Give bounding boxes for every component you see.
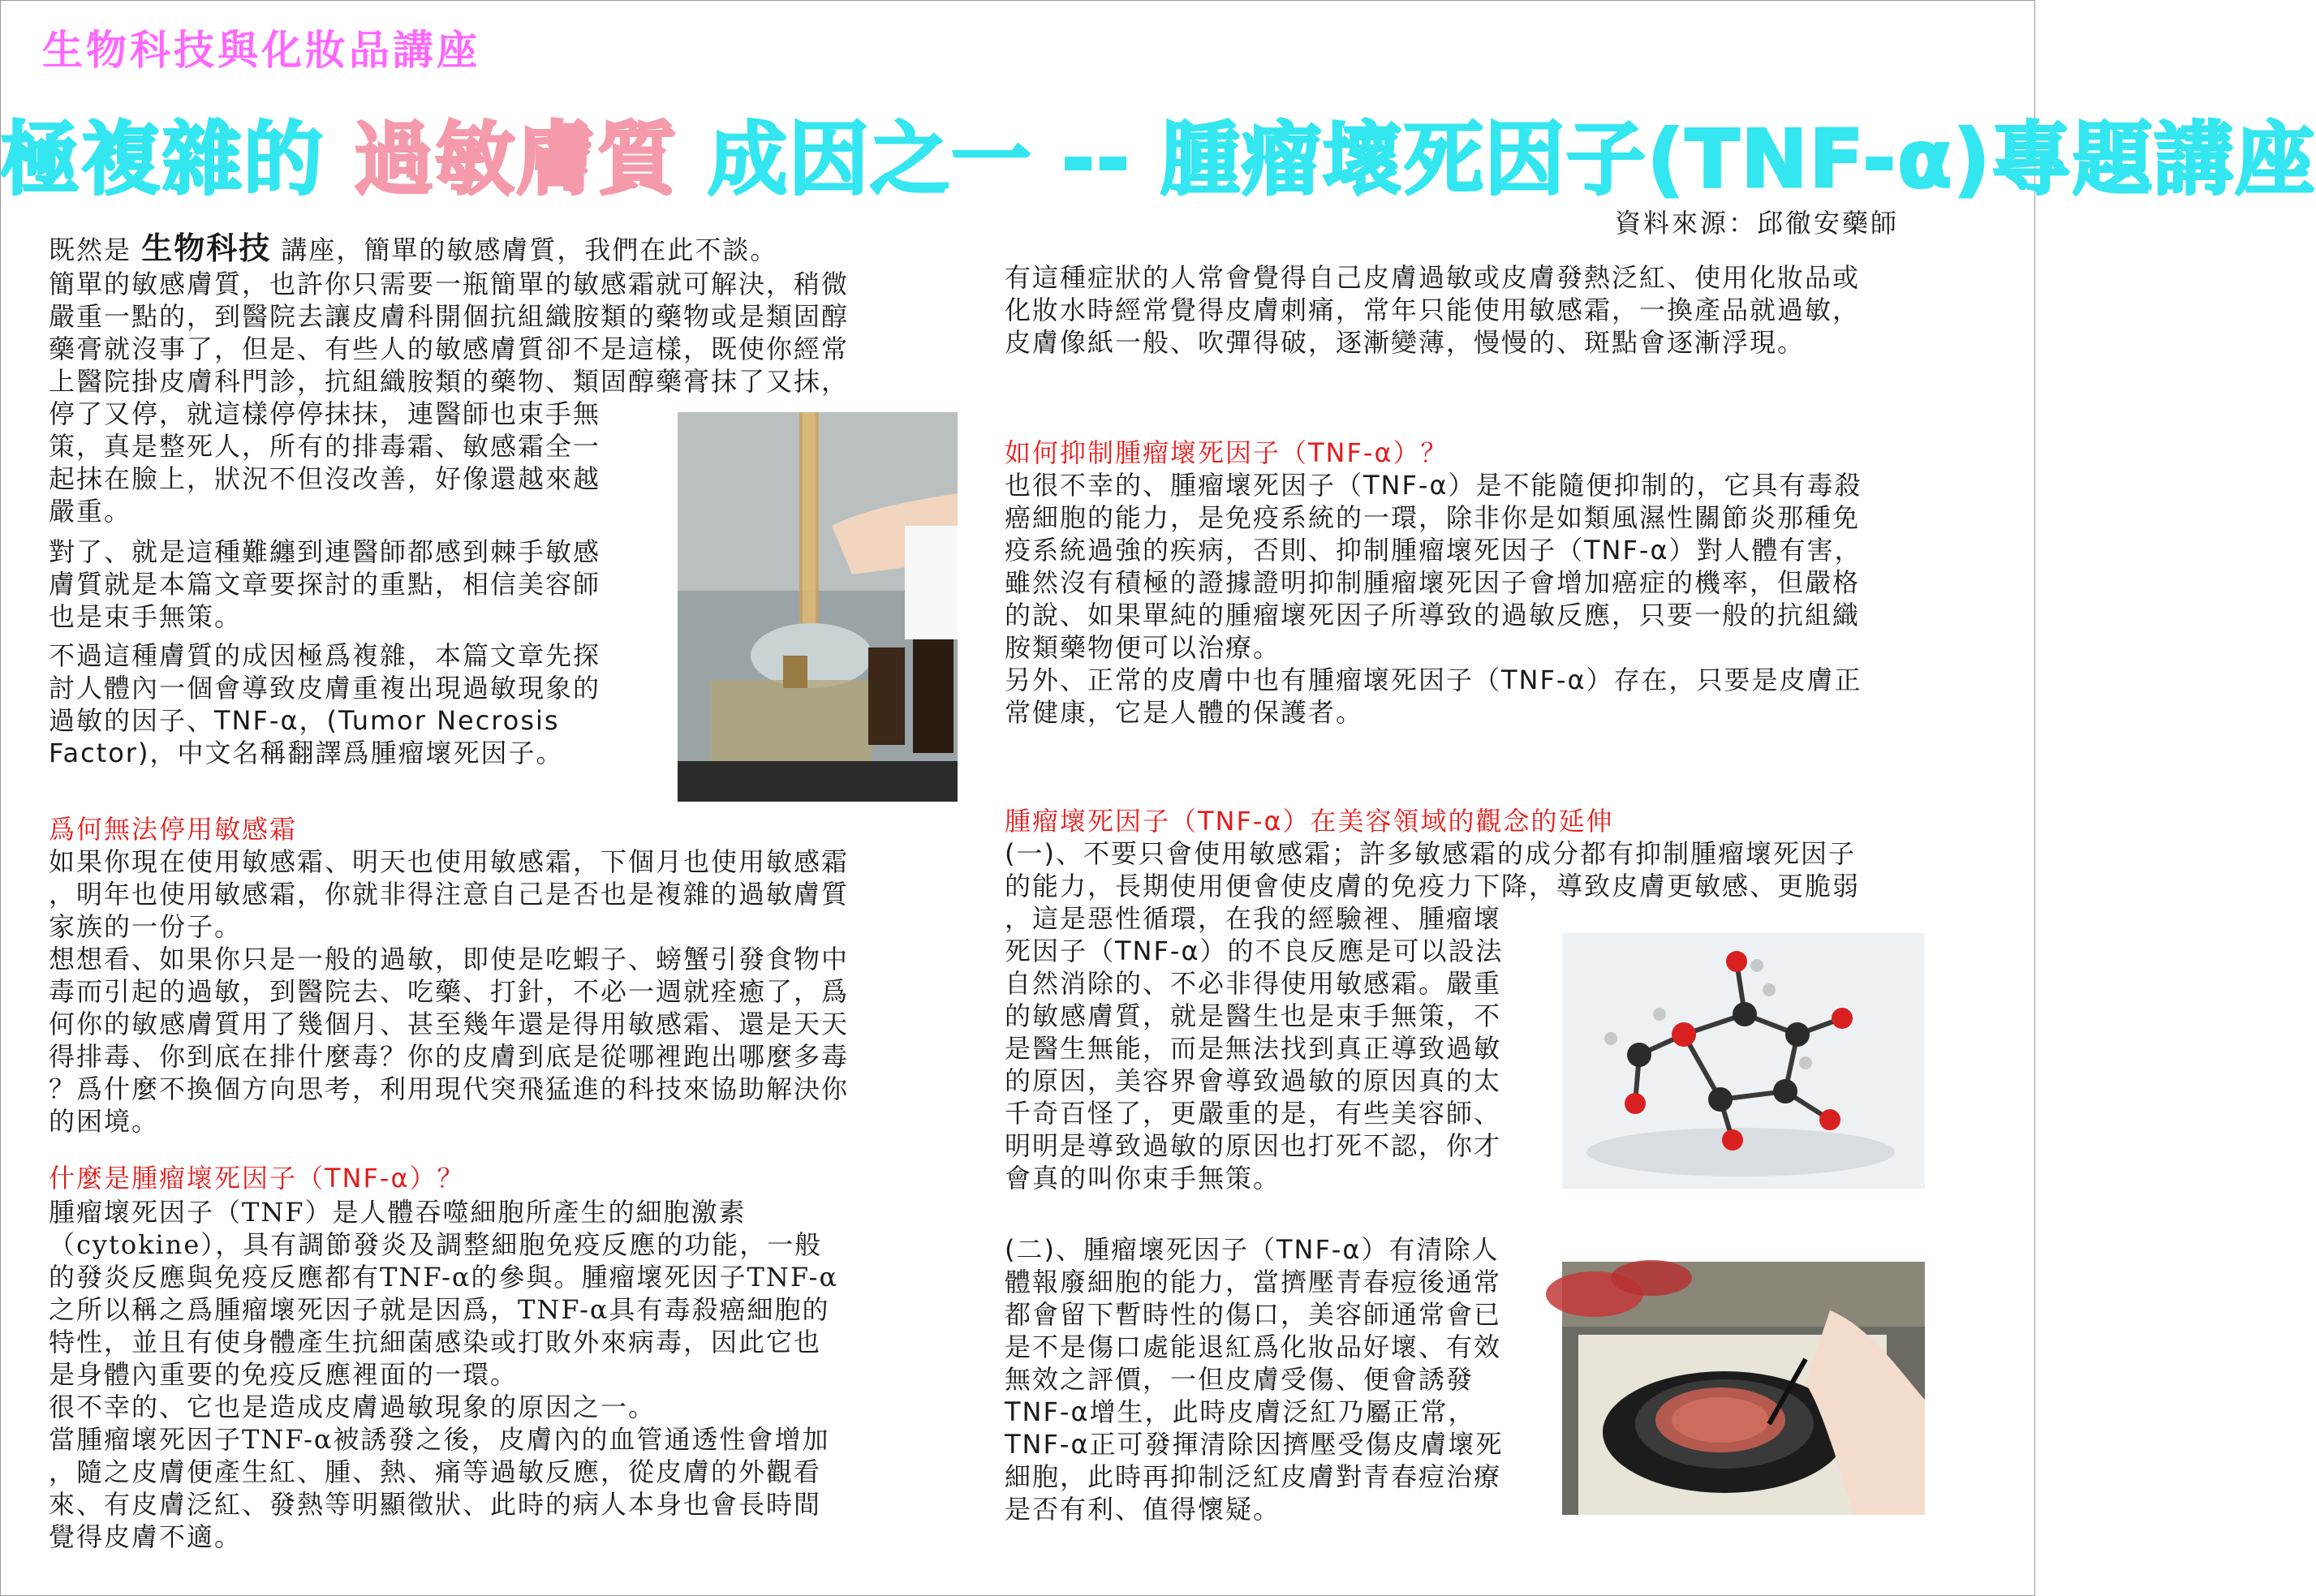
left-paragraph-8: 當腫瘤壞死因子TNF-α被誘發之後，皮膚內的血管通透性會增加 ，隨之皮膚便產生紅、腫、熱、痛等過敏反應，從皮膚的外觀看 來、有皮膚泛紅、發熱等明顯徵狀、此時的病人本身也會長時間 覺得皮膚不適。 (49, 1424, 830, 1552)
heading-cosmetic-extension: 腫瘤壞死因子（TNF-α）在美容領域的觀念的延伸 (1005, 806, 1614, 837)
heading-how-to-inhibit: 如何抑制腫瘤壞死因子（TNF-α）？ (1005, 437, 1449, 468)
right-paragraph-4b: ，這是惡性循環，在我的經驗裡、腫瘤壞 死因子（TNF-α）的不良反應是可以設法 自然消除的、不必非得使用敏感霜。嚴重 的敏感膚質，就是醫生也是束手無策，不 是醫生無能，而是無法找到真正導致過敏 的原因，美容界會導致過敏的原因真的太 千奇百怪了，更嚴重的是，有些美容師、 明明是導致過敏的原因也打死不認，你才 會真的叫你束手無策。 (1005, 903, 1504, 1194)
heading-why-cannot-stop: 爲何無法停用敏感霜 (49, 814, 298, 845)
left-paragraph-5: 想想看、如果你只是一般的過敏，即使是吃蝦子、螃蟹引發食物中 毒而引起的過敏，到醫院去、吃藥、打針，不必一週就痊癒了，爲 何你的敏感膚質用了幾個月、甚至幾年還是得用敏感霜、還是天天 得排毒、你到底在排什麼毒？你的皮膚到底是從哪裡跑出哪麼多毒 ？爲什麼不換個方向思考，利用現代突飛猛進的科技來協助解決你 的困境。 (49, 944, 850, 1137)
right-paragraph-2: 也很不幸的、腫瘤壞死因子（TNF-α）是不能隨便抑制的，它具有毒殺 癌細胞的能力，是免疫系統的一環，除非你是如類風濕性關節炎那種免 疫系統過強的疾病，否則、抑制腫瘤壞死因子（TNF-α）對人體有害， 雖然沒有積極的證據證明抑制腫瘤壞死因子會增加癌症的機率，但嚴格 的說、如果單純的腫瘤壞死因子所導致的過敏反應，只要一般的抗組織 胺類藥物便可以治療。 (1005, 470, 1862, 663)
intro-emphasis: 生物科技 (141, 230, 272, 266)
right-paragraph-4: (一)、不要只會使用敏感霜；許多敏感霜的成分都有抑制腫瘤壞死因子 的能力，長期使用便會使皮膚的免疫力下降，導致皮膚更敏感、更脆弱 (1005, 838, 1861, 901)
source-credit: 資料來源：邱徹安藥師 (1614, 208, 1899, 239)
left-paragraph-6: 腫瘤壞死因子（TNF）是人體吞噬細胞所產生的細胞激素 （cytokine），具有調節發炎及調整細胞免疫反應的功能，一般 的發炎反應與免疫反應都有TNF-α的參與。腫瘤壞死因子TNF-α 之所以稱之爲腫瘤壞死因子就是因爲，TNF-α具有毒殺癌細胞的 特性，並且有使身體產生抗細菌感染或打敗外來病毒，因此它也 是身體內重要的免疫反應裡面的一環。 (49, 1197, 839, 1390)
title-part-2: 過敏膚質 (354, 114, 679, 206)
left-paragraph-7: 很不幸的、它也是造成皮膚過敏現象的原因之一。 (49, 1392, 656, 1422)
right-paragraph-3: 另外、正常的皮膚中也有腫瘤壞死因子（TNF-α）存在，只要是皮膚正 常健康，它是人體的保護者。 (1005, 665, 1862, 728)
molecule-model-photo (1562, 933, 1925, 1189)
right-paragraph-5: (二)、腫瘤壞死因子（TNF-α）有清除人 體報廢細胞的能力，當擠壓青春痘後通常 都會留下暫時性的傷口，美容師通常會已 是不是傷口處能退紅爲化妝品好壞、有效 無效之評價，一但皮膚受傷、便會誘發 TNF-α增生，此時皮膚泛紅乃屬正常， TNF-α正可發揮清除因擠壓受傷皮膚壞死 細胞，此時再抑制泛紅皮膚對青春痘治療 是否有利、值得懷疑。 (1005, 1234, 1504, 1525)
right-paragraph-1: 有這種症狀的人常會覺得自己皮膚過敏或皮膚發熱泛紅、使用化妝品或 化妝水時經常覺得皮膚刺痛，常年只能使用敏感霜，一換產品就過敏， 皮膚像紙一般、吹彈得破，逐漸變薄，慢慢的、斑點會逐漸浮現。 (1005, 262, 1861, 358)
intro-suffix: 講座，簡單的敏感膚質，我們在此不談。 (281, 234, 778, 265)
left-paragraph-1b: 停了又停，就這樣停停抹抹，連醫師也束手無 策，真是整死人，所有的排毒霜、敏感霜全一 起抹在臉上，狀況不但沒改善，好像還越來越 嚴重。 (49, 398, 601, 527)
heading-what-is-tnf: 什麼是腫瘤壞死因子（TNF-α）？ (49, 1163, 465, 1194)
lab-glassware-photo (678, 412, 958, 802)
page-title (0, 96, 2316, 210)
series-tag: 生物科技與化妝品講座 (42, 27, 480, 74)
title-part-1: 極複雜的 (0, 114, 325, 206)
left-paragraph-4: 如果你現在使用敏感霜、明天也使用敏感霜，下個月也使用敏感霜 ，明年也使用敏感霜，你就非得注意自己是否也是複雜的過敏膚質 家族的一份子。 (49, 846, 850, 942)
left-paragraph-3: 不過這種膚質的成因極爲複雜，本篇文章先探 討人體內一個會導致皮膚重複出現過敏現象的 過敏的因子、TNF-α，(Tumor Necrosis Factor)，中文名稱翻譯爲腫瘤壞死因子。 (49, 640, 601, 768)
left-paragraph-1: 簡單的敏感膚質，也許你只需要一瓶簡單的敏感霜就可解決，稍微 嚴重一點的，到醫院去讓皮膚科開個抗組織胺類的藥物或是類固醇 藥膏就沒事了，但是、有些人的敏感膚質卻不是這樣，既使你經常 上醫院掛皮膚科門診，抗組織胺類的藥物、類固醇藥膏抹了又抹， (49, 269, 850, 397)
intro-line (49, 232, 777, 266)
petri-dish-lab-photo (1562, 1262, 1925, 1515)
left-paragraph-2: 對了、就是這種難纏到連醫師都感到棘手敏感 膚質就是本篇文章要探討的重點，相信美容師 也是束手無策。 (49, 536, 601, 632)
intro-prefix: 既然是 (49, 234, 132, 265)
title-part-3: 成因之一 -- 腫瘤壞死因子(TNF-α)專題講座 (708, 114, 2316, 206)
